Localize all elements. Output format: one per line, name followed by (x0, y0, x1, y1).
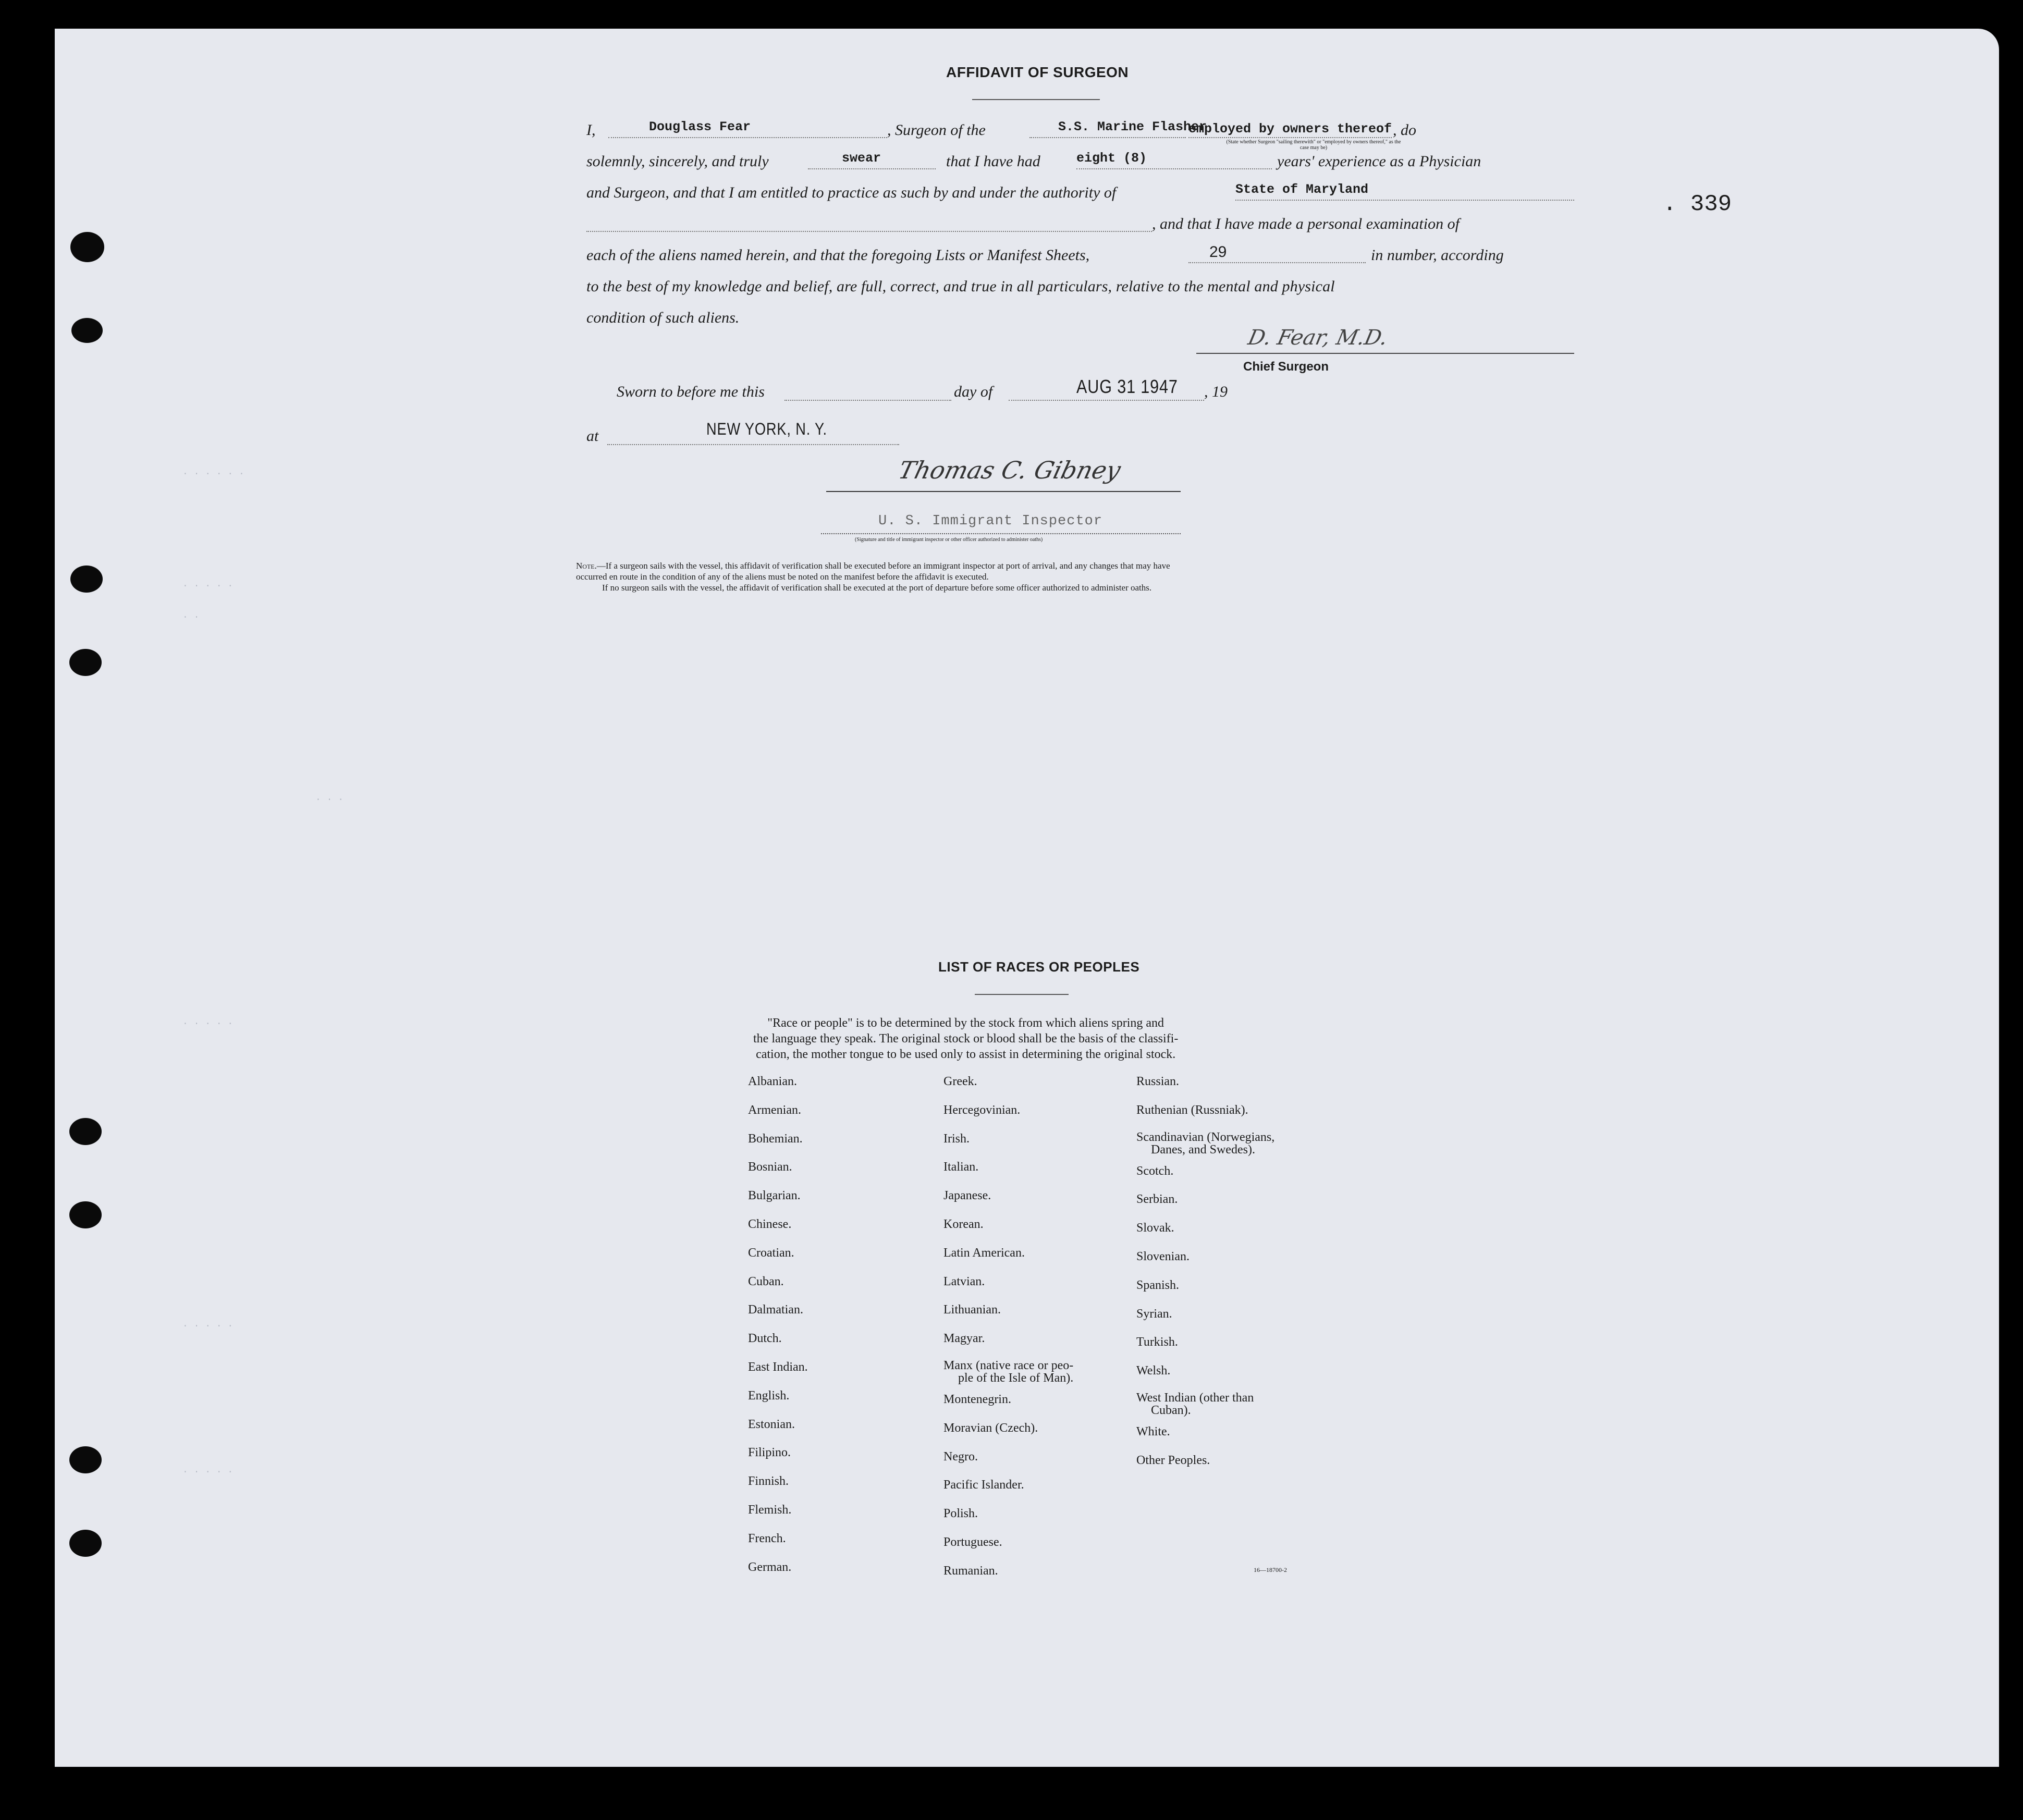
text-years-experience: years' experience as a Physician (1277, 153, 1481, 170)
text-year-suffix: , 19 (1204, 383, 1228, 400)
field-line (1188, 262, 1366, 263)
race-item-line: East Indian. (748, 1360, 808, 1374)
race-item-line: Scotch. (1136, 1164, 1174, 1178)
race-item-line: Manx (native race or peo- (943, 1358, 1074, 1372)
race-item-line: Albanian. (748, 1075, 797, 1088)
race-item (748, 1102, 808, 1118)
race-item (748, 1331, 808, 1346)
field-line (1188, 137, 1392, 138)
sheets-count-field: 29 (1209, 243, 1227, 261)
race-item-line: Slovenian. (1136, 1249, 1190, 1263)
field-line (1235, 200, 1574, 201)
race-item-line: English. (748, 1388, 790, 1403)
note-block (576, 560, 1170, 593)
race-item (748, 1445, 808, 1460)
race-item-line: Dutch. (748, 1332, 782, 1346)
race-item-line: Italian. (943, 1160, 979, 1174)
race-item-line: Russian. (1136, 1075, 1180, 1088)
races-title: LIST OF RACES OR PEOPLES (938, 959, 1140, 975)
binder-hole (71, 318, 103, 343)
race-item-line: Portuguese. (943, 1535, 1002, 1549)
race-item-line: Slovak. (1136, 1221, 1174, 1235)
race-item (943, 1074, 1073, 1089)
bleed-through-mark: · · · · · (182, 581, 234, 592)
race-item (1136, 1074, 1274, 1089)
race-item-line: Polish. (943, 1507, 978, 1521)
field-line (1029, 137, 1186, 138)
race-item-line: Hercegovinian. (943, 1103, 1021, 1117)
race-item (748, 1131, 808, 1147)
authority-field: State of Maryland (1235, 182, 1369, 197)
inspector-title: U. S. Immigrant Inspector (878, 513, 1103, 529)
race-item (943, 1534, 1073, 1550)
text-best-of-knowledge: to the best of my knowledge and belief, are full, correct, and true in all particulars, relative to the mental and physical (586, 278, 1335, 295)
race-item (748, 1417, 808, 1432)
race-item-line: Syrian. (1136, 1307, 1172, 1321)
race-item (1136, 1453, 1274, 1468)
race-item-line: Cuban. (748, 1274, 784, 1288)
text-day-of: day of (954, 383, 993, 400)
field-line (608, 137, 887, 138)
page-number: . 339 (1663, 191, 1732, 217)
race-item (943, 1245, 1073, 1261)
note-line-2: occurred en route in the condition of any of the aliens must be noted on the manifest before the affidavit is executed. (576, 572, 989, 582)
race-item (1136, 1424, 1274, 1440)
text-at: at (586, 427, 599, 445)
race-item-line: Lithuanian. (943, 1303, 1001, 1317)
race-item-line: Montenegrin. (943, 1392, 1011, 1406)
race-item (1136, 1220, 1274, 1236)
races-title-underline (975, 994, 1069, 995)
race-item-line: Turkish. (1136, 1335, 1178, 1349)
bleed-through-mark: · · (182, 612, 200, 623)
race-item-line: Bohemian. (748, 1132, 803, 1146)
races-intro-line-1: "Race or people" is to be determined by the stock from which aliens spring and (767, 1016, 1164, 1030)
race-item-line: Bosnian. (748, 1160, 792, 1174)
surgeon-name-field: Douglass Fear (649, 119, 751, 134)
race-item-line: Bulgarian. (748, 1189, 801, 1203)
race-item (748, 1302, 808, 1318)
race-item-line: Other Peoples. (1136, 1453, 1210, 1467)
binder-hole (70, 565, 103, 593)
races-intro-line-3: cation, the mother tongue to be used only to assist in determining the original stock. (756, 1048, 1176, 1061)
signature-line (1196, 353, 1574, 354)
race-item-line: Estonian. (748, 1417, 795, 1431)
employment-note: (State whether Surgeon "sailing therewith" or "employed by owners thereof," as the case may be) (1226, 139, 1401, 151)
text-and-surgeon: and Surgeon, and that I am entitled to practice as such by and under the authority of (586, 184, 1117, 201)
race-item-line: Magyar. (943, 1332, 985, 1346)
race-item (1136, 1334, 1274, 1350)
field-line (821, 533, 1181, 534)
race-item (943, 1131, 1073, 1147)
race-item (943, 1506, 1073, 1521)
race-item (943, 1420, 1073, 1436)
text-do: , do (1393, 121, 1416, 139)
race-item (943, 1331, 1073, 1346)
race-item (943, 1302, 1073, 1318)
race-item (1136, 1249, 1274, 1264)
text-i: I, (586, 121, 596, 139)
race-item (1136, 1306, 1274, 1322)
race-item-line: Japanese. (943, 1189, 991, 1203)
race-item (943, 1216, 1073, 1232)
race-item (748, 1274, 808, 1289)
field-line (1009, 400, 1204, 401)
binder-hole (69, 1201, 102, 1228)
form-number: 16—18700-2 (1254, 1566, 1287, 1573)
chief-surgeon-label: Chief Surgeon (1243, 360, 1329, 374)
race-item-line: ple of the Isle of Man). (958, 1371, 1074, 1385)
bleed-through-mark: · · · (315, 795, 344, 805)
text-each-of-aliens: each of the aliens named herein, and that the foregoing Lists or Manifest Sheets, (586, 247, 1090, 264)
race-item (748, 1559, 808, 1575)
binder-hole (69, 1446, 102, 1473)
race-item-line: Negro. (943, 1449, 978, 1464)
place-stamp: NEW YORK, N. Y. (706, 420, 827, 438)
race-item (748, 1473, 808, 1489)
race-item (943, 1159, 1073, 1175)
inspector-signature: Thomas C. Gibney (896, 456, 1124, 484)
race-item (748, 1216, 808, 1232)
races-column-2 (943, 1074, 1073, 1592)
inspector-caption: (Signature and title of immigrant inspector or other officer authorized to administer oaths) (855, 537, 1043, 543)
race-item (748, 1245, 808, 1261)
text-sworn-to: Sworn to before me this (617, 383, 765, 400)
race-item-line: French. (748, 1531, 786, 1545)
race-item (1136, 1163, 1274, 1179)
race-item-line: Korean. (943, 1217, 984, 1231)
race-item (748, 1359, 808, 1375)
vessel-field: S.S. Marine Flasher (1058, 119, 1207, 134)
race-item-line: Armenian. (748, 1103, 801, 1117)
text-condition: condition of such aliens. (586, 309, 740, 326)
race-item-line: Scandinavian (Norwegians, (1136, 1130, 1275, 1144)
field-line (784, 400, 951, 401)
title-underline (972, 99, 1100, 100)
race-item-line: Ruthenian (Russniak). (1136, 1103, 1248, 1117)
field-line (808, 168, 936, 169)
note-line-1: —If a surgeon sails with the vessel, this affidavit of verification shall be executed before an immigrant inspector at port of arrival, and any changes that may have (596, 561, 1170, 571)
race-item (943, 1102, 1073, 1118)
race-item-line: Dalmatian. (748, 1303, 803, 1317)
binder-hole (69, 649, 102, 676)
race-item (1136, 1363, 1274, 1379)
race-item (1136, 1102, 1274, 1118)
years-field: eight (8) (1076, 151, 1147, 166)
race-item-line: West Indian (other than (1136, 1391, 1254, 1405)
race-item (748, 1074, 808, 1089)
race-item-line: Chinese. (748, 1217, 792, 1231)
races-intro-line-2: the language they speak. The original stock or blood shall be the basis of the classifi- (753, 1032, 1179, 1046)
binder-hole (69, 1530, 102, 1557)
binder-hole (70, 232, 104, 262)
race-item-line: Cuban). (1151, 1403, 1191, 1417)
field-line (607, 444, 899, 445)
race-item (943, 1188, 1073, 1203)
race-item-line: Welsh. (1136, 1364, 1171, 1378)
races-intro (753, 1015, 1178, 1062)
bleed-through-mark: · · · · · (182, 1467, 234, 1478)
bleed-through-mark: · · · · · (182, 1019, 234, 1029)
manifest-page (55, 29, 1999, 1767)
bleed-through-mark: · · · · · (182, 1321, 234, 1332)
race-item (1136, 1131, 1274, 1156)
race-item (748, 1388, 808, 1404)
races-column-1 (748, 1074, 808, 1588)
race-item-line: Latin American. (943, 1246, 1025, 1260)
race-item (1136, 1277, 1274, 1293)
race-item (943, 1392, 1073, 1407)
field-line (586, 231, 1152, 232)
surgeon-signature: D. Fear, M.D. (1246, 326, 1390, 350)
text-surgeon-of: , Surgeon of the (887, 121, 986, 139)
race-item-line: Serbian. (1136, 1192, 1178, 1207)
race-item (943, 1359, 1073, 1384)
affidavit-title: AFFIDAVIT OF SURGEON (946, 64, 1129, 80)
inspector-signature-line (826, 491, 1181, 492)
race-item-line: Rumanian. (943, 1564, 998, 1578)
oath-word-field: swear (842, 151, 881, 166)
race-item-line: German. (748, 1560, 792, 1574)
text-solemnly: solemnly, sincerely, and truly (586, 153, 769, 170)
race-item-line: Irish. (943, 1132, 970, 1146)
race-item (943, 1477, 1073, 1493)
race-item-line: Flemish. (748, 1503, 792, 1517)
note-label: Note. (576, 561, 597, 571)
race-item (1136, 1191, 1274, 1207)
race-item-line: Croatian. (748, 1246, 794, 1260)
race-item-line: Latvian. (943, 1274, 985, 1288)
text-personal-exam: , and that I have made a personal examination of (1152, 215, 1460, 232)
race-item (748, 1502, 808, 1518)
race-item (748, 1159, 808, 1175)
text-that-i-have-had: that I have had (946, 153, 1040, 170)
race-item (748, 1531, 808, 1546)
employment-field: employed by owners thereof (1188, 121, 1392, 137)
race-item (943, 1274, 1073, 1289)
race-item-line: Greek. (943, 1075, 977, 1088)
race-item (943, 1449, 1073, 1465)
race-item-line: Finnish. (748, 1474, 789, 1489)
race-item-line: Moravian (Czech). (943, 1421, 1038, 1435)
race-item (943, 1563, 1073, 1579)
race-item (1136, 1392, 1274, 1417)
race-item-line: Pacific Islander. (943, 1478, 1024, 1492)
bleed-through-mark: · · · · · · (182, 469, 244, 479)
field-line (1076, 168, 1272, 169)
race-item-line: Spanish. (1136, 1278, 1180, 1292)
race-item-line: White. (1136, 1424, 1170, 1438)
race-item-line: Danes, and Swedes). (1151, 1142, 1255, 1157)
text-in-number: in number, according (1371, 247, 1504, 264)
race-item-line: Filipino. (748, 1446, 791, 1460)
binder-hole (69, 1118, 102, 1145)
note-line-3: If no surgeon sails with the vessel, the affidavit of verification shall be executed at the port of departure before some officer authorized to administer oaths. (602, 583, 1152, 593)
date-stamp: AUG 31 1947 (1076, 376, 1178, 397)
race-item (748, 1188, 808, 1203)
races-column-3 (1136, 1074, 1274, 1481)
